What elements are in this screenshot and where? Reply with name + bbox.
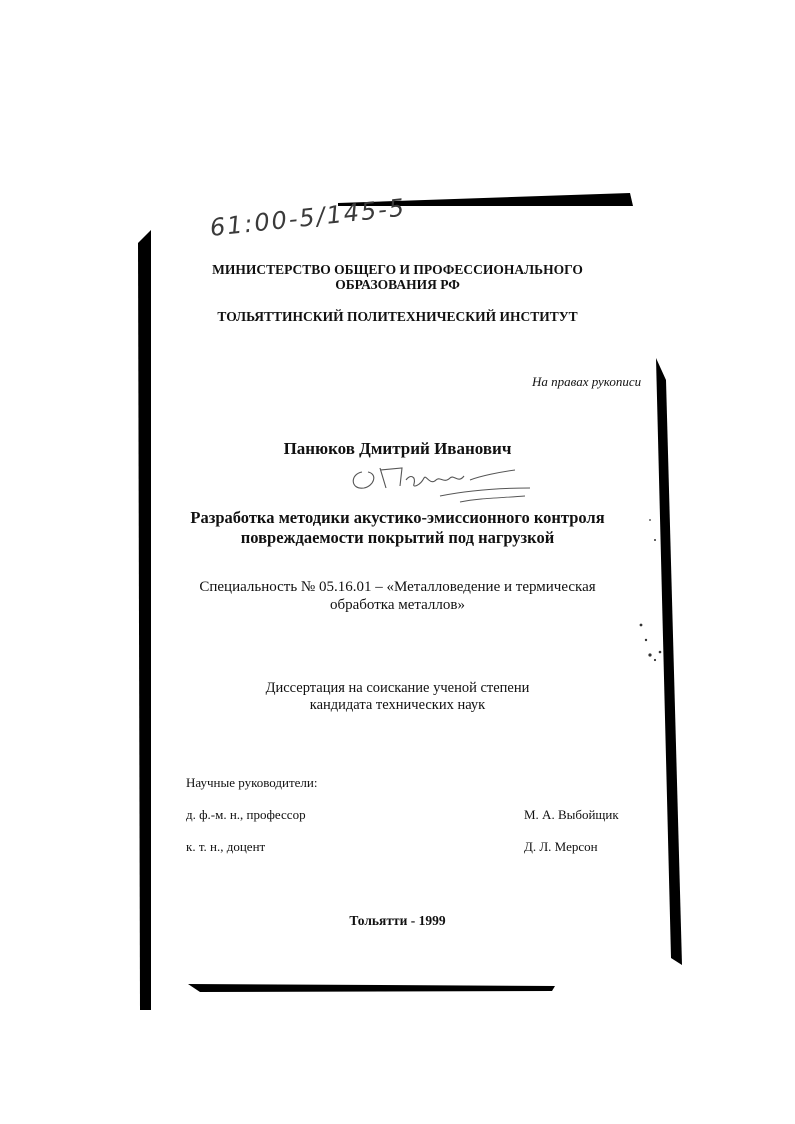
- supervisor-1-rank: д. ф.-м. н., профессор: [186, 807, 306, 822]
- supervisor-2-rank: к. т. н., доцент: [186, 839, 266, 854]
- scan-edge-left-bar: [138, 230, 151, 1010]
- author-signature: [340, 458, 540, 508]
- manuscript-note: На правах рукописи: [532, 374, 642, 389]
- specialty-line-2: обработка металлов»: [330, 597, 465, 613]
- title-line-1: Разработка методики акустико-эмиссионного контроля: [190, 508, 605, 527]
- degree-line-2: кандидата технических наук: [309, 697, 486, 713]
- specialty-line-1: Специальность № 05.16.01 – «Металловедение и термическая: [199, 579, 596, 595]
- degree-line-1: Диссертация на соискание ученой степени: [265, 680, 530, 696]
- title-line-2: повреждаемости покрытий под нагрузкой: [240, 528, 555, 547]
- archive-code: 61:00-5/145-5: [208, 193, 408, 242]
- supervisor-2-name: Д. Л. Мерсон: [524, 839, 598, 854]
- supervisor-1-name: М. А. Выбойщик: [524, 807, 619, 822]
- place-year: Тольятти - 1999: [349, 913, 446, 928]
- supervisors-heading: Научные руководители:: [186, 775, 318, 790]
- institute-name: ТОЛЬЯТТИНСКИЙ ПОЛИТЕХНИЧЕСКИЙ ИНСТИТУТ: [217, 309, 578, 324]
- author-name: Панюков Дмитрий Иванович: [283, 439, 512, 458]
- ministry-line-2: ОБРАЗОВАНИЯ РФ: [335, 277, 460, 292]
- ministry-line-1: МИНИСТЕРСТВО ОБЩЕГО И ПРОФЕССИОНАЛЬНОГО: [212, 262, 583, 277]
- scan-edge-bottom-bar: [188, 984, 555, 992]
